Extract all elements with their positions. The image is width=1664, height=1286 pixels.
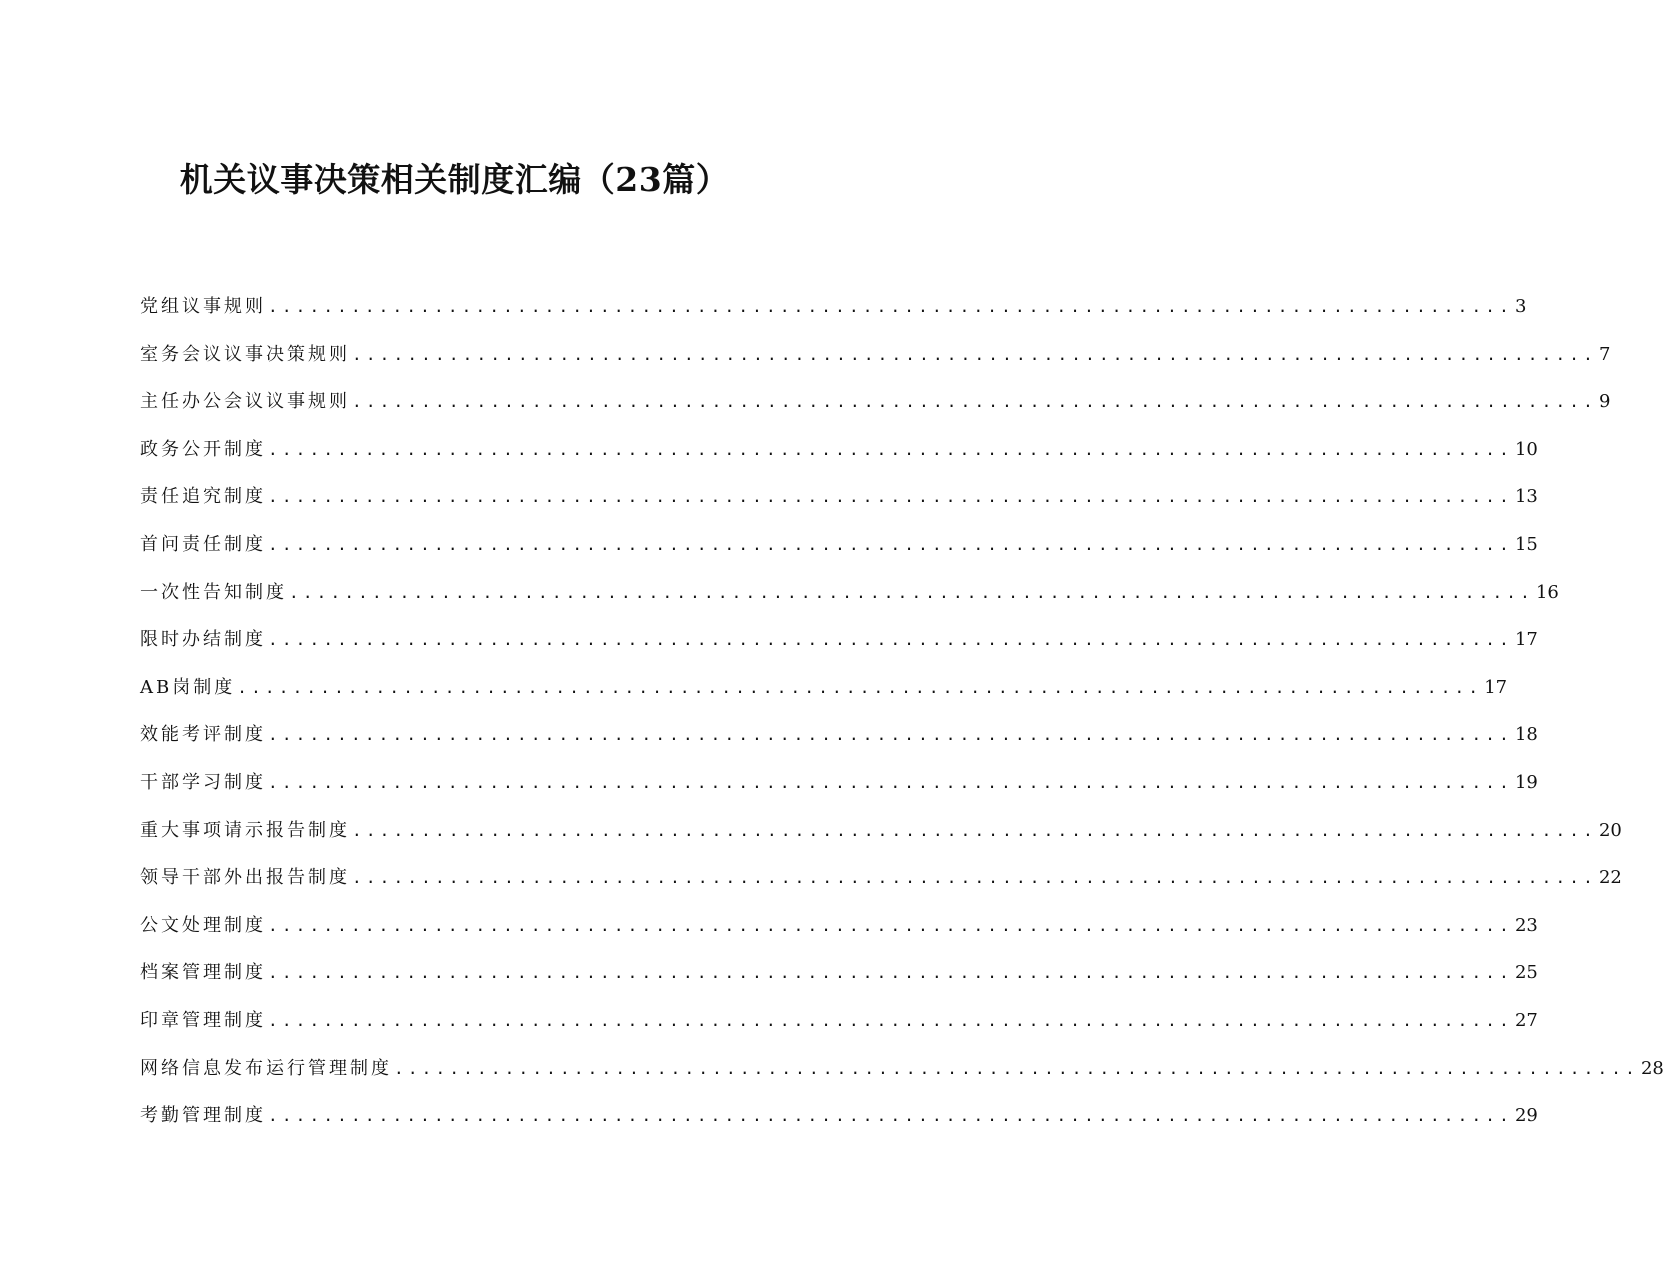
toc-leader-dots: .......................................................................................... [268,772,1513,792]
toc-leader-dots: .......................................................................................... [268,1010,1513,1030]
toc-leader-dots: .......................................................................................... [352,868,1597,888]
toc-entry-label: 效能考评制度 [140,724,266,746]
toc-leader-dots: .......................................................................................... [268,297,1513,316]
toc-entry[interactable] [140,1045,1664,1093]
toc-entry-label: 限时办结制度 [140,629,266,651]
toc-entry-page: 19 [1514,771,1538,793]
toc-entry-label: 档案管理制度 [140,962,266,984]
toc-entry-label: 公文处理制度 [140,914,266,936]
toc-entry-label: AB岗制度 [140,676,236,698]
toc-entry-label: 领导干部外出报告制度 [140,867,350,889]
toc-leader-dots: .......................................................................................... [352,344,1597,364]
document-title: 机关议事决策相关制度汇编（23篇） [179,160,730,199]
toc-entry[interactable] [140,664,1508,712]
toc-entry[interactable] [140,854,1622,902]
toc-entry[interactable] [140,759,1538,807]
toc-entry[interactable] [140,997,1538,1045]
toc-entry[interactable] [140,807,1622,855]
toc-leader-dots: .......................................................................................... [352,820,1597,840]
toc-entry-label: 印章管理制度 [140,1009,266,1031]
toc-entry-page: 7 [1598,343,1611,365]
toc-entry-page: 23 [1514,914,1538,936]
toc-leader-dots: .......................................................................................... [268,963,1513,983]
toc-entry[interactable] [140,569,1559,617]
toc-entry[interactable] [140,949,1538,997]
toc-entry[interactable] [140,331,1611,379]
toc-entry[interactable] [140,711,1538,759]
toc-entry-page: 17 [1484,676,1508,698]
toc-entry[interactable] [140,473,1538,521]
toc-leader-dots: .......................................................................................... [268,439,1513,459]
toc-entry-page: 20 [1598,819,1622,841]
toc-entry-label: 重大事项请示报告制度 [140,819,350,841]
toc-leader-dots: .......................................................................................... [268,487,1513,507]
toc-leader-dots: .......................................................................................... [268,915,1513,935]
toc-leader-dots: .......................................................................................... [268,725,1513,745]
toc-entry-label: 党组议事规则 [140,296,266,317]
toc-entry-page: 18 [1514,724,1538,746]
toc-entry-label: 考勤管理制度 [140,1105,266,1127]
toc-entry-page: 27 [1514,1009,1538,1031]
toc-entry[interactable] [140,1092,1538,1140]
toc-entry-page: 22 [1598,867,1622,889]
toc-entry-label: 政务公开制度 [140,438,266,460]
toc-entry-page: 15 [1514,533,1538,555]
toc-entry[interactable] [140,616,1538,664]
toc-entry[interactable] [140,521,1538,569]
toc-leader-dots: .......................................................................................... [237,677,1483,697]
toc-entry-page: 10 [1514,438,1538,460]
toc-entry-label: 主任办公会议议事规则 [140,391,350,413]
toc-entry-page: 16 [1535,581,1559,603]
toc-entry-page: 3 [1514,296,1527,317]
toc-leader-dots: .......................................................................................... [394,1058,1639,1078]
toc-leader-dots: .......................................................................................... [268,1106,1513,1126]
toc-entry-page: 17 [1514,629,1538,651]
toc-leader-dots: .......................................................................................... [268,534,1513,554]
toc-leader-dots: .......................................................................................... [268,630,1513,650]
toc-leader-dots: .......................................................................................... [289,582,1534,602]
toc-entry-label: 干部学习制度 [140,771,266,793]
toc-entry[interactable] [140,283,1527,331]
toc-entry-page: 13 [1514,486,1538,508]
toc-leader-dots: .......................................................................................... [352,392,1597,412]
toc-entry-page: 28 [1640,1057,1664,1079]
toc-entry-label: 一次性告知制度 [140,581,287,603]
toc-entry-label: 室务会议议事决策规则 [140,343,350,365]
toc-entry-page: 29 [1514,1105,1538,1127]
toc-entry[interactable] [140,378,1611,426]
toc-entry-label: 责任追究制度 [140,486,266,508]
toc-entry-label: 网络信息发布运行管理制度 [140,1057,392,1079]
table-of-contents [140,283,1664,1140]
toc-entry-page: 25 [1514,962,1538,984]
toc-entry[interactable] [140,426,1538,474]
toc-entry[interactable] [140,902,1538,950]
toc-entry-label: 首问责任制度 [140,533,266,555]
toc-entry-page: 9 [1598,391,1611,413]
